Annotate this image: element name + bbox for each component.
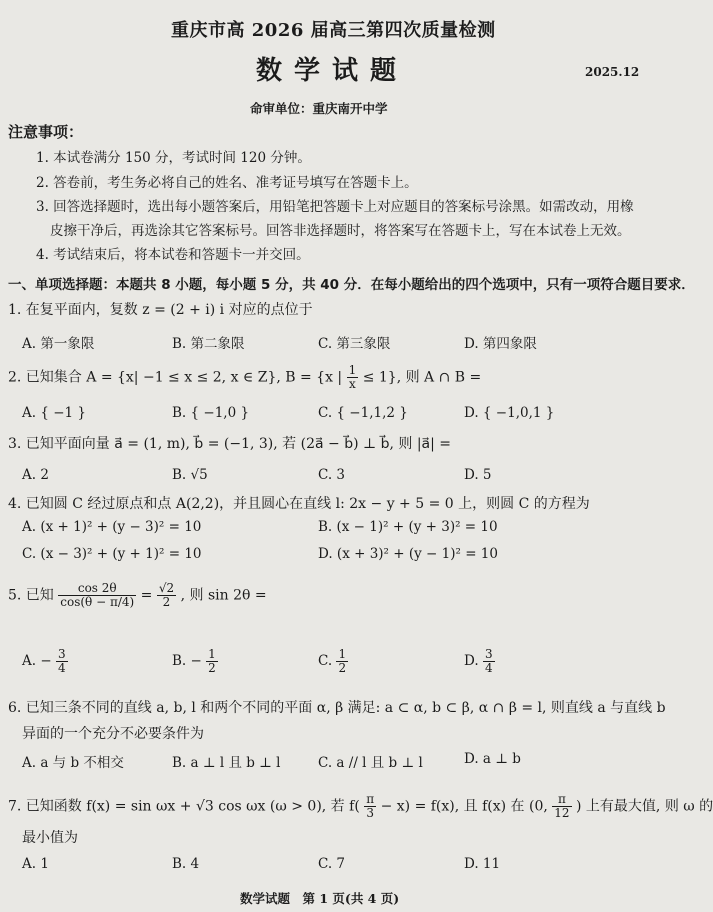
q2-stem-post: ≤ 1}, 则 A ∩ B = <box>362 369 482 386</box>
question-6-stem: 6. 已知三条不同的直线 a, b, l 和两个不同的平面 α, β 满足: a ⊂ α, b ⊂ β, α ∩ β = l, 则直线 a 与直线 b <box>8 700 666 716</box>
notice-heading: 注意事项： <box>8 123 84 141</box>
q3-option-a: A. 2 <box>22 467 49 483</box>
q7-frac2-num: π <box>552 793 571 807</box>
q4-option-b: B. (x − 1)² + (y + 3)² = 10 <box>318 519 498 535</box>
q7-option-c: C. 7 <box>318 856 346 872</box>
q5-d-label: D. <box>464 653 479 669</box>
q7-frac2-den: 12 <box>554 806 570 820</box>
q7-stem-post: ) 上有最大值, 则 ω 的 <box>576 798 713 815</box>
q5-c-label: C. <box>318 653 333 669</box>
q7-stem-mid: − x) = f(x), 且 f(x) 在 (0, <box>380 798 548 815</box>
page-footer: 数学试题 第 1 页(共 4 页) <box>240 891 400 906</box>
q2-stem-pre: 2. 已知集合 A = {x| −1 ≤ x ≤ 2, x ∈ Z}, B = {x | <box>8 369 343 386</box>
subject-title: 数学试题 <box>256 56 409 86</box>
q5-b-den: 2 <box>208 661 216 675</box>
q4-option-c: C. (x − 3)² + (y + 1)² = 10 <box>22 546 202 562</box>
q5-a-den: 4 <box>57 661 66 675</box>
q7-option-a: A. 1 <box>22 856 49 872</box>
q5-option-d <box>464 648 495 675</box>
q5-d-num: 3 <box>484 647 493 661</box>
q4-option-a: A. (x + 1)² + (y − 3)² = 10 <box>22 519 202 535</box>
q6-option-a: A. a 与 b 不相交 <box>22 755 124 771</box>
notice-item: 皮擦干净后，再选涂其它答案标号。回答非选择题时，将答案写在答题卡上，写在本试卷上无效。 <box>50 223 631 239</box>
q7-stem-pre: 7. 已知函数 f(x) = sin ωx + √3 cos ωx (ω > 0), 若 f( <box>8 798 360 815</box>
notice-item: 3. 回答选择题时，选出每小题答案后，用铅笔把答题卡上对应题目的答案标号涂黑。如需改动，用橡 <box>36 199 634 215</box>
section-heading: 一、单项选择题：本题共 8 小题，每小题 5 分，共 40 分．在每小题给出的四个选项中，只有一项符合题目要求． <box>8 277 695 293</box>
q5-stem-pre: 5. 已知 <box>8 587 54 604</box>
q5-option-a <box>22 648 68 675</box>
q5-equals: = <box>140 587 153 604</box>
q7-option-b: B. 4 <box>172 856 200 872</box>
notice-item: 4. 考试结束后，将本试卷和答题卡一并交回。 <box>36 247 310 263</box>
q7-fraction-1 <box>364 793 376 820</box>
setter-unit: 命审单位：重庆南开中学 <box>250 101 388 116</box>
q2-option-d: D. { −1,0,1 } <box>464 405 555 421</box>
q7-frac1-num: π <box>366 792 375 806</box>
q6-option-c: C. a // l 且 b ⊥ l <box>318 755 423 771</box>
question-6-stem-cont: 异面的一个充分不必要条件为 <box>22 726 204 742</box>
notice-item: 1. 本试卷满分 150 分，考试时间 120 分钟。 <box>36 150 311 166</box>
q2-option-c: C. { −1,1,2 } <box>318 405 408 421</box>
q6-option-b: B. a ⊥ l 且 b ⊥ l <box>172 755 281 771</box>
q6-option-d: D. a ⊥ b <box>464 751 521 767</box>
exam-title: 重庆市高 2026 届高三第四次质量检测 <box>171 20 496 41</box>
question-4-stem: 4. 已知圆 C 经过原点和点 A(2,2)，并且圆心在直线 l: 2x − y + 5 = 0 上，则圆 C 的方程为 <box>8 496 590 512</box>
q2-option-b: B. { −1,0 } <box>172 405 250 421</box>
q5-b-label: B. − <box>172 653 202 669</box>
q5-frac-left-num: cos 2θ <box>58 582 136 596</box>
q5-fraction-left <box>58 582 136 609</box>
q5-a-label: A. − <box>22 653 52 669</box>
q7-fraction-2 <box>552 793 571 820</box>
q1-option-d: D. 第四象限 <box>464 336 537 352</box>
question-7-stem-cont: 最小值为 <box>22 830 78 846</box>
q5-a-num: 3 <box>57 647 66 661</box>
q1-option-b: B. 第二象限 <box>172 336 245 352</box>
q3-option-d: D. 5 <box>464 467 492 483</box>
q2-fraction <box>347 364 359 391</box>
question-5-stem <box>8 582 267 609</box>
q7-frac1-den: 3 <box>366 806 374 820</box>
q5-c-den: 2 <box>338 661 347 675</box>
q2-option-a: A. { −1 } <box>22 405 86 421</box>
q2-frac-num: 1 <box>348 363 357 377</box>
q5-d-den: 4 <box>484 661 493 675</box>
q5-stem-post: , 则 sin 2θ = <box>180 587 267 604</box>
q5-c-num: 1 <box>338 647 347 661</box>
question-7-stem <box>8 793 713 820</box>
q3-option-b: B. √5 <box>172 467 208 483</box>
q5-c-fraction <box>336 648 348 675</box>
q5-option-c <box>318 648 348 675</box>
q5-b-fraction <box>206 648 218 675</box>
exam-date: 2025.12 <box>585 65 640 79</box>
question-2-stem <box>8 364 481 391</box>
q7-option-d: D. 11 <box>464 856 501 872</box>
q5-option-b <box>172 648 218 675</box>
q1-option-c: C. 第三象限 <box>318 336 391 352</box>
notice-item: 2. 答卷前，考生务必将自己的姓名、准考证号填写在答题卡上。 <box>36 175 418 191</box>
q5-a-fraction <box>56 648 68 675</box>
q5-frac-right-num: √2 <box>158 581 175 595</box>
q5-frac-right-den: 2 <box>162 595 171 609</box>
q5-fraction-right <box>157 582 176 609</box>
q3-option-c: C. 3 <box>318 467 346 483</box>
question-1-stem: 1. 在复平面内，复数 z = (2 + i) i 对应的点位于 <box>8 302 313 318</box>
q5-frac-left-den: cos(θ − π/4) <box>60 595 135 609</box>
q4-option-d: D. (x + 3)² + (y − 1)² = 10 <box>318 546 498 562</box>
question-3-stem: 3. 已知平面向量 a⃗ = (1, m), b⃗ = (−1, 3), 若 (2a⃗ − b⃗) ⊥ b⃗, 则 |a⃗| = <box>8 436 452 452</box>
q5-d-fraction <box>483 648 495 675</box>
q5-b-num: 1 <box>208 647 216 661</box>
q2-frac-den: x <box>349 377 356 391</box>
q1-option-a: A. 第一象限 <box>22 336 95 352</box>
